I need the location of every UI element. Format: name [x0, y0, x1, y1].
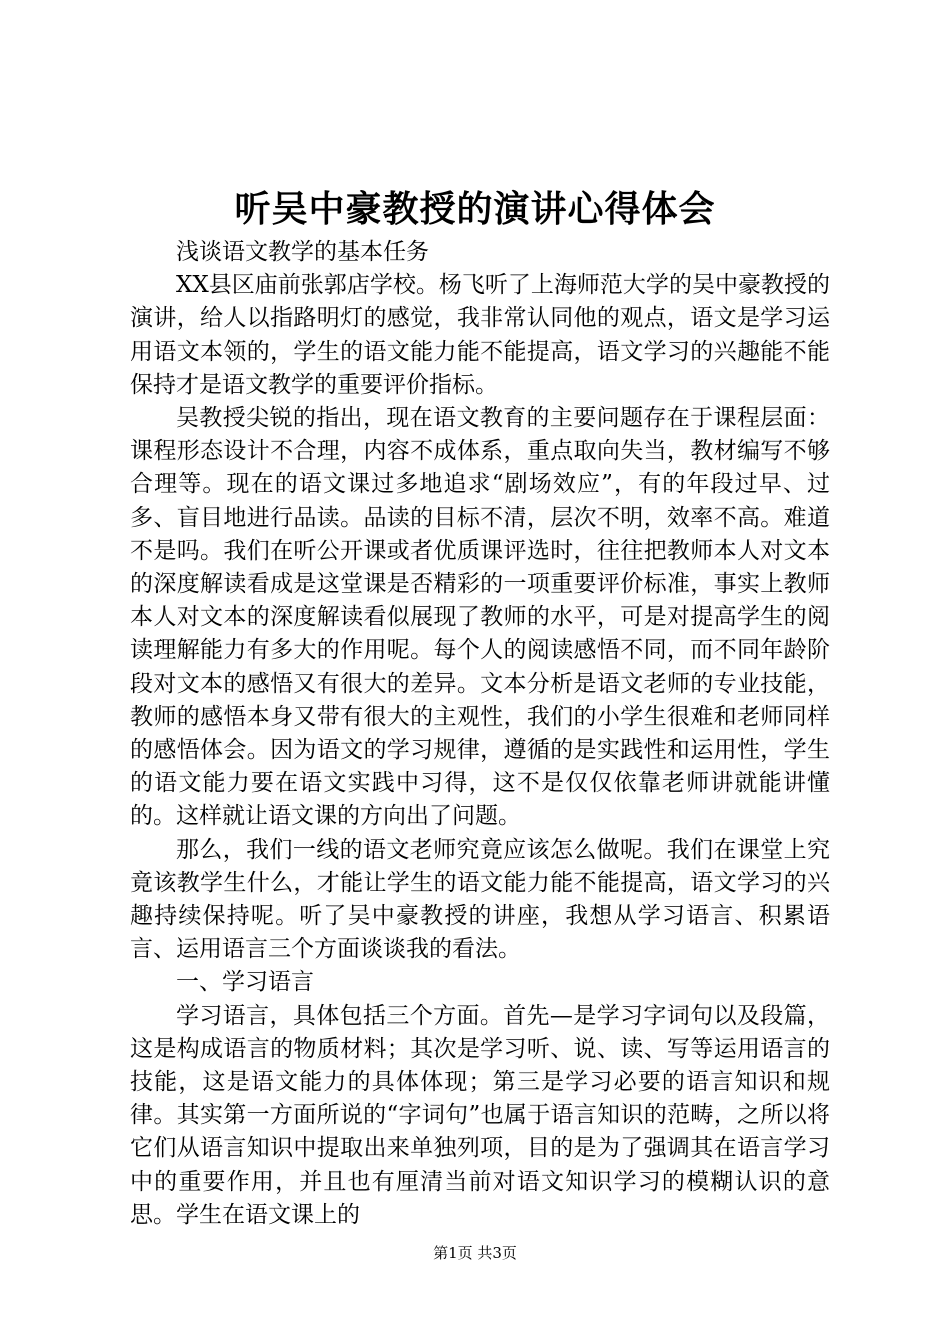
document-title: 听吴中豪教授的演讲心得体会 [234, 188, 716, 230]
page-number-footer: 第1页 共3页 [433, 1244, 517, 1262]
section-heading: 一、学习语言 [176, 969, 314, 996]
paragraph: 吴教授尖锐的指出，现在语文教育的主要问题存在于课程层面：课程形态设计不合理，内容不成体系，重点取向失当，教材编写不够合理等。现在的语文课过多地追求“剧场效应”，有的年段过早、过多、盲目地进行品读。品读的目标不清，层次不明，效率不高。难道不是吗。我们在听公开课或者优质课评选时，往往把教师本人对文本的深度解读看成是这堂课是否精彩的一项重要评价标准，事实上教师本人对文本的深度解读看似展现了教师的水平，可是对提高学生的阅读理解能力有多大的作用呢。每个人的阅读感悟不同，而不同年龄阶段对文本的感悟又有很大的差异。文本分析是语文老师的专业技能，教师的感悟本身又带有很大的主观性，我们的小学生很难和老师同样的感悟体会。因为语文的学习规律，遵循的是实践性和运用性，学生的语文能力要在语文实践中习得，这不是仅仅依靠老师讲就能讲懂的。这样就让语文课的方向出了问题。 [130, 405, 830, 830]
paragraph-subtitle: 浅谈语文教学的基本任务 [176, 239, 429, 265]
paragraph: 学习语言，具体包括三个方面。首先—是学习字词句以及段篇，这是构成语言的物质材料；其次是学习听、说、读、写等运用语言的技能，这是语文能力的具体体现；第三是学习必要的语言知识和规律。其实第一方面所说的“字词句”也属于语言知识的范畴，之所以将它们从语言知识中提取出来单独列项，目的是为了强调其在语言学习中的重要作用，并且也有厘清当前对语文知识学习的模糊认识的意思。学生在语文课上的 [130, 1002, 830, 1228]
paragraph: 那么，我们一线的语文老师究竟应该怎么做呢。我们在课堂上究竟该教学生什么，才能让学生的语文能力能不能提高，语文学习的兴趣持续保持呢。听了吴中豪教授的讲座，我想从学习语言、积累语言、运用语言三个方面谈谈我的看法。 [130, 836, 830, 963]
document-body [130, 236, 830, 1232]
paragraph: XX县区庙前张郭店学校。杨飞听了上海师范大学的吴中豪教授的演讲，给人以指路明灯的感觉，我非常认同他的观点，语文是学习运用语文本领的，学生的语文能力能不能提高，语文学习的兴趣能不能保持才是语文教学的重要评价指标。 [130, 272, 830, 398]
